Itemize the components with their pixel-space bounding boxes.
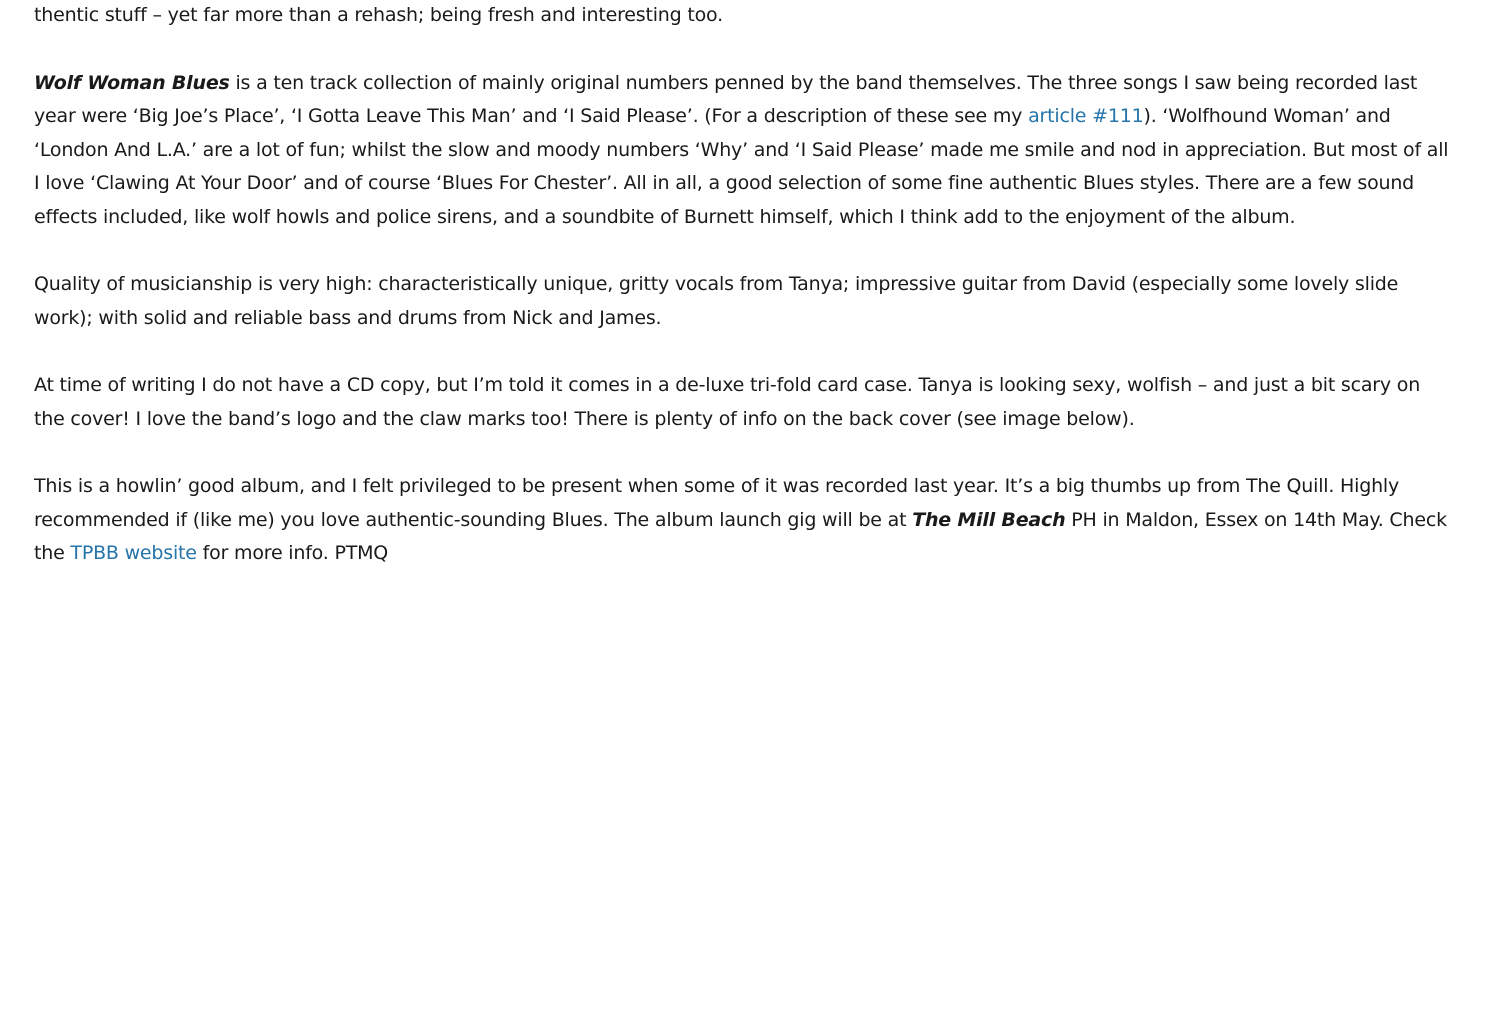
article-body [34, 0, 1454, 605]
paragraph-packaging: At time of writing I do not have a CD copy, but I’m told it comes in a de-luxe tri-fold card case. Tanya is looking sexy, wolfish – and just a bit scary on the cover! I love the band’s logo and the claw marks too! There is plenty of info on the back cover (see image below). [34, 374, 1421, 430]
venue-name: The Mill Beach [912, 508, 1066, 531]
paragraph-album-overview [34, 67, 1454, 235]
album-overview-text-b: ). ‘Wolfhound Woman’ and ‘London And L.A.’ are a lot of fun; whilst the slow and moody numbers ‘Why’ and ‘I Said Please’ made me smile and nod in appreciation. But most of all I love ‘Clawing At Your Door’ and of course ‘Blues For Chester’. All in all, a good selection of some fine authentic Blues styles. There are a few sound effects included, like wolf howls and police sirens, and a soundbite of Burnett himself, which I think add to the enjoyment of the album. [34, 105, 1449, 228]
conclusion-text-b: PH in Maldon, Essex on 14th May. Check the [34, 508, 1447, 564]
album-title: Wolf Woman Blues [34, 71, 230, 94]
paragraph-intro-tail: thentic stuff – yet far more than a rehash; being fresh and interesting too. [34, 4, 723, 26]
paragraph-conclusion [34, 470, 1454, 571]
conclusion-text-a: This is a howlin’ good album, and I felt privileged to be present when some of it was recorded last year. It’s a big thumbs up from The Quill. Highly recommended if (like me) you love authentic-sounding Blues. The album launch gig will be at [34, 475, 1400, 531]
album-overview-text-a: is a ten track collection of mainly original numbers penned by the band themselves. The three songs I saw being recorded last year were ‘Big Joe’s Place’, ‘I Gotta Leave This Man’ and ‘I Said Please’. (For a description of these see my [34, 71, 1418, 127]
conclusion-text-c: for more info. PTMQ [196, 542, 389, 564]
tpbb-website-link[interactable]: TPBB website [70, 542, 197, 564]
article-111-link[interactable]: article #111 [1028, 105, 1144, 127]
paragraph-musicianship: Quality of musicianship is very high: characteristically unique, gritty vocals from Tanya; impressive guitar from David (especially some lovely slide work); with solid and reliable bass and drums from Nick and James. [34, 273, 1399, 329]
